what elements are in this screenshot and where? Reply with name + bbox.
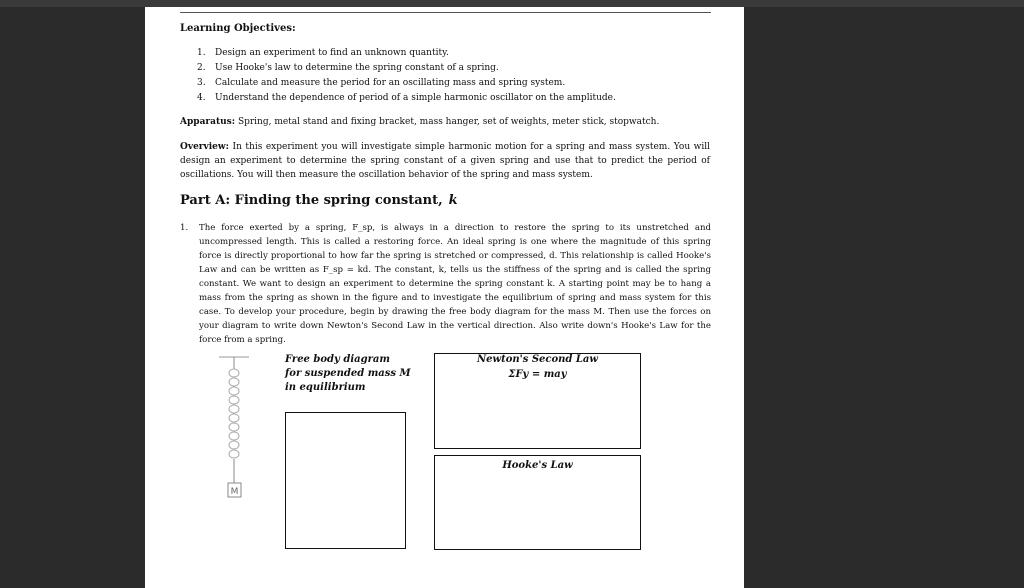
spring-mass-figure — [219, 355, 259, 501]
list-item: 2. Use Hooke's law to determine the spring constant of a spring. — [197, 63, 499, 73]
newton-title: Newton's Second Law — [476, 354, 599, 365]
document-page — [145, 7, 744, 588]
newton-equation: ΣFy = may — [508, 369, 567, 380]
hooke-title: Hooke's Law — [502, 460, 573, 471]
part-a-heading: Part A: Finding the spring constant, k — [180, 193, 458, 208]
free-body-diagram-label: Free body diagram for suspended mass M in equilibrium — [285, 354, 411, 393]
list-item: 3. Calculate and measure the period for an oscillating mass and spring system. — [197, 78, 566, 88]
objectives-list — [197, 46, 717, 106]
item-1-paragraph: The force exerted by a spring, F_sp, is always in a direction to restore the spring to its unstretched and uncompressed length. This is called a restoring force. An ideal spring is one where the magnitude of this spring force is directly proportional to how far the spring is stretched or compressed, d. This relationship is called Hooke's Law and can be written as F_sp = kd. The constant, k, tells us the stiffness of the spring and is called the spring constant. We want to design an experiment to determine the spring constant k. A starting point may be to hang a mass from the spring as shown in the figure and to investigate the equilibrium of spring and mass system for this case. To develop your procedure, begin by drawing the free body diagram for the mass M. Then use the forces on your diagram to write down Newton's Second Law in the vertical direction. Also write down's Hooke's Law for the force from a spring. — [199, 223, 711, 345]
window-top-bar — [0, 0, 1024, 7]
hookes-law-box[interactable] — [434, 455, 641, 550]
list-item: 1. Design an experiment to find an unknown quantity. — [197, 48, 449, 58]
header-rule — [180, 12, 711, 13]
free-body-diagram-box[interactable] — [285, 412, 406, 549]
overview-paragraph: Overview: In this experiment you will investigate simple harmonic motion for a spring and mass system. You will design an experiment to determine the spring constant of a given spring and use that to predict the period of oscillations. You will then measure the oscillation behavior of the spring and mass system. — [180, 142, 710, 180]
list-item: 4. Understand the dependence of period of a simple harmonic oscillator on the amplitude. — [197, 93, 616, 103]
overview-label: Overview: — [180, 142, 229, 152]
newton-second-law-box[interactable] — [434, 353, 641, 449]
item-number: 1. — [180, 223, 189, 233]
learning-objectives-heading: Learning Objectives: — [180, 23, 296, 34]
apparatus-paragraph: Apparatus: Spring, metal stand and fixing bracket, mass hanger, set of weights, meter stick, stopwatch. — [180, 117, 660, 127]
mass-label: M — [230, 487, 239, 497]
apparatus-label: Apparatus: — [180, 117, 236, 127]
